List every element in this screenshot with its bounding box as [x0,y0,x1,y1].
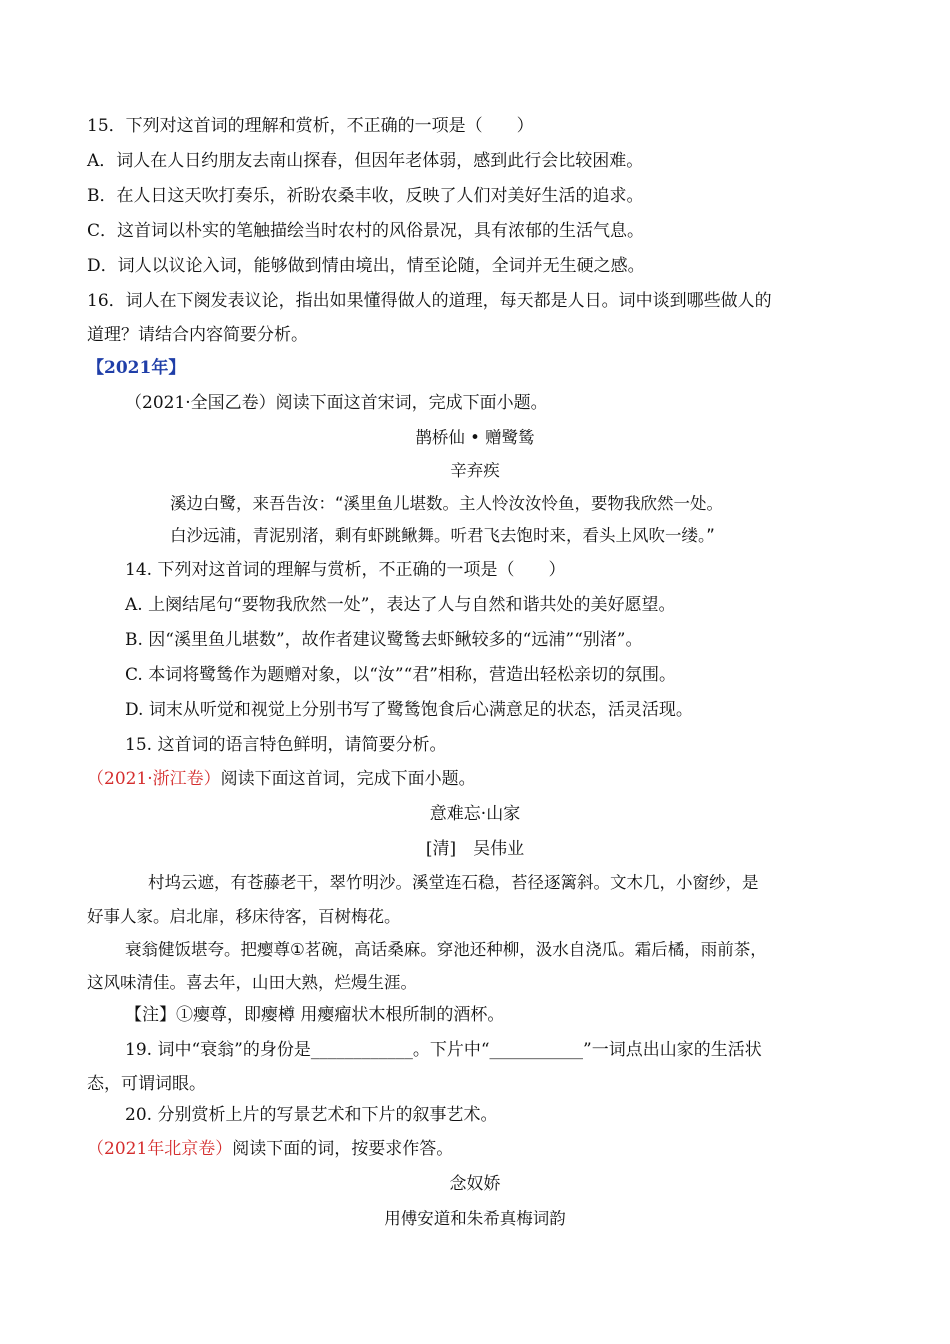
section-c-source: （2021·浙江卷） [87,769,221,789]
q14-option-b: B. 因“溪里鱼儿堪数”，故作者建议鹭鸶去虾鳅较多的“远浦”“别渚”。 [125,630,643,650]
q14-option-c: C. 本词将鹭鸶作为题赠对象，以“汝”“君”相称，营造出轻松亲切的氛围。 [125,665,676,685]
option-c: C．这首词以朴实的笔触描绘当时农村的风俗景况，具有浓郁的生活气息。 [87,221,645,241]
question-19-line2: 态，可谓词眼。 [87,1074,206,1094]
year-tag: 【2021年】 [87,358,186,378]
q14-option-d: D. 词末从听觉和视觉上分别书写了鹭鸶饱食后心满意足的状态，活灵活现。 [125,700,693,720]
option-a: A．词人在人日约朋友去南山探春，但因年老体弱，感到此行会比较困难。 [87,151,644,171]
question-15: 15．下列对这首词的理解和赏析，不正确的一项是（ ） [87,116,534,136]
poem-title: 鹊桥仙 • 赠鹭鸶 [415,428,535,447]
section-d-intro [87,1137,453,1161]
ci-para2-line2: 这风味清佳。喜去年，山田大熟，烂熳生涯。 [87,973,417,992]
section-d-instruction: 阅读下面的词，按要求作答。 [232,1139,454,1159]
question-20: 20. 分别赏析上片的写景艺术和下片的叙事艺术。 [125,1105,498,1125]
option-b: B．在人日这天吹打奏乐，祈盼农桑丰收，反映了人们对美好生活的追求。 [87,186,644,206]
question-16-line2: 道理？请结合内容简要分析。 [87,325,308,345]
ci-para2-line1: 衰翁健饭堪夸。把瘿尊①茗碗，高话桑麻。穿池还种柳，汲水自浇瓜。霜后橘，雨前茶， [125,940,767,959]
question-14: 14. 下列对这首词的理解与赏析，不正确的一项是（ ） [125,560,566,580]
poem-line-1: 溪边白鹭，来吾告汝：“溪里鱼儿堪数。主人怜汝汝怜鱼，要物我欣然一处。 [170,494,724,513]
ci-author: [清] 吴伟业 [425,839,525,859]
ci-title: 意难忘·山家 [429,804,521,824]
poem-author: 辛弃疾 [450,461,500,480]
question-15b: 15. 这首词的语言特色鲜明，请简要分析。 [125,735,447,755]
ci-para1-line1: 村坞云遮，有苍藤老干，翠竹明沙。溪堂连石稳，苔径逐篱斜。文木几，小窗纱，是 [148,873,759,892]
section-c-instruction: 阅读下面这首词，完成下面小题。 [220,769,476,789]
option-d: D．词人以议论入词，能够做到情由境出，情至论随，全词并无生硬之感。 [87,256,645,276]
question-16-line1: 16．词人在下阕发表议论，指出如果懂得做人的道理，每天都是人日。词中谈到哪些做人的 [87,291,772,311]
section-d-source: （2021年北京卷） [87,1139,233,1159]
ci-note: 【注】①瘿尊，即瘿樽 用瘿瘤状木根所制的酒杯。 [125,1005,505,1025]
q14-option-a: A. 上阕结尾句“要物我欣然一处”，表达了人与自然和谐共处的美好愿望。 [125,595,676,615]
ci2-subtitle: 用傅安道和朱希真梅词韵 [384,1209,566,1228]
poem-line-2: 白沙远浦，青泥别渚，剩有虾跳鳅舞。听君飞去饱时来，看头上风吹一缕。” [170,526,715,545]
section-c-intro [87,767,476,791]
section-b-intro: （2021·全国乙卷）阅读下面这首宋词，完成下面小题。 [125,393,548,413]
question-19-line1: 19. 词中“衰翁”的身份是____________。下片中“___________”一词点出山家的生活状 [125,1040,762,1060]
ci-para1-line2: 好事人家。启北扉，移床待客，百树梅花。 [87,907,401,926]
ci2-title: 念奴娇 [449,1174,501,1194]
